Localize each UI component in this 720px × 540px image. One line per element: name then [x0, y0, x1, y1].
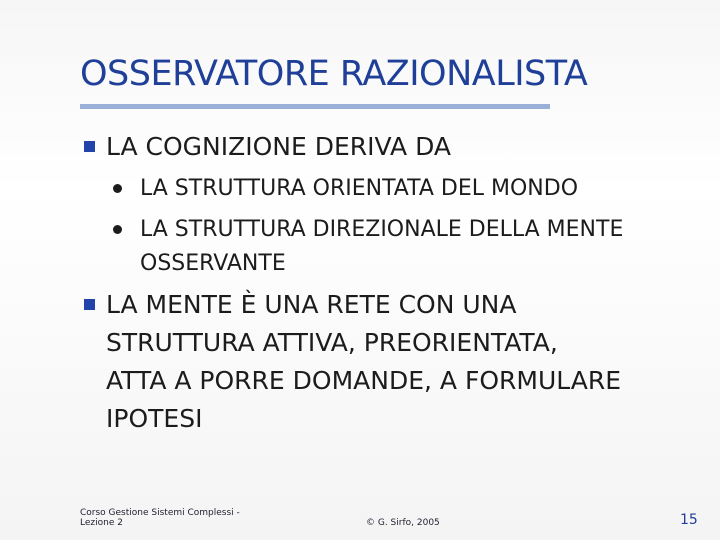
footer-copyright: © G. Sirfo, 2005: [366, 518, 440, 528]
round-bullet-icon: [113, 184, 122, 193]
square-bullet-icon: [84, 299, 95, 310]
bullet-2-line-2: STRUTTURA ATTIVA, PREORIENTATA,: [106, 328, 558, 357]
title-underline: [80, 104, 550, 109]
bullet-2-line-1: LA MENTE È UNA RETE CON UNA: [106, 290, 517, 319]
footer-course-line-2: Lezione 2: [80, 518, 123, 528]
round-bullet-icon: [113, 225, 122, 234]
slide-title: OSSERVATORE RAZIONALISTA: [80, 54, 588, 94]
bullet-2-line-4: IPOTESI: [106, 404, 203, 433]
sub-bullet-2-line-1: LA STRUTTURA DIREZIONALE DELLA MENTE: [140, 217, 624, 242]
bullet-2-line-3: ATTA A PORRE DOMANDE, A FORMULARE: [106, 366, 622, 395]
footer-course-line-1: Corso Gestione Sistemi Complessi -: [80, 508, 240, 518]
sub-bullet-2-line-2: OSSERVANTE: [140, 251, 286, 276]
page-number: 15: [680, 512, 698, 528]
sub-bullet-1-line-1: LA STRUTTURA ORIENTATA DEL MONDO: [140, 176, 579, 201]
square-bullet-icon: [84, 141, 95, 152]
bullet-1-text: LA COGNIZIONE DERIVA DA: [106, 132, 452, 161]
footer-course: [80, 508, 240, 528]
